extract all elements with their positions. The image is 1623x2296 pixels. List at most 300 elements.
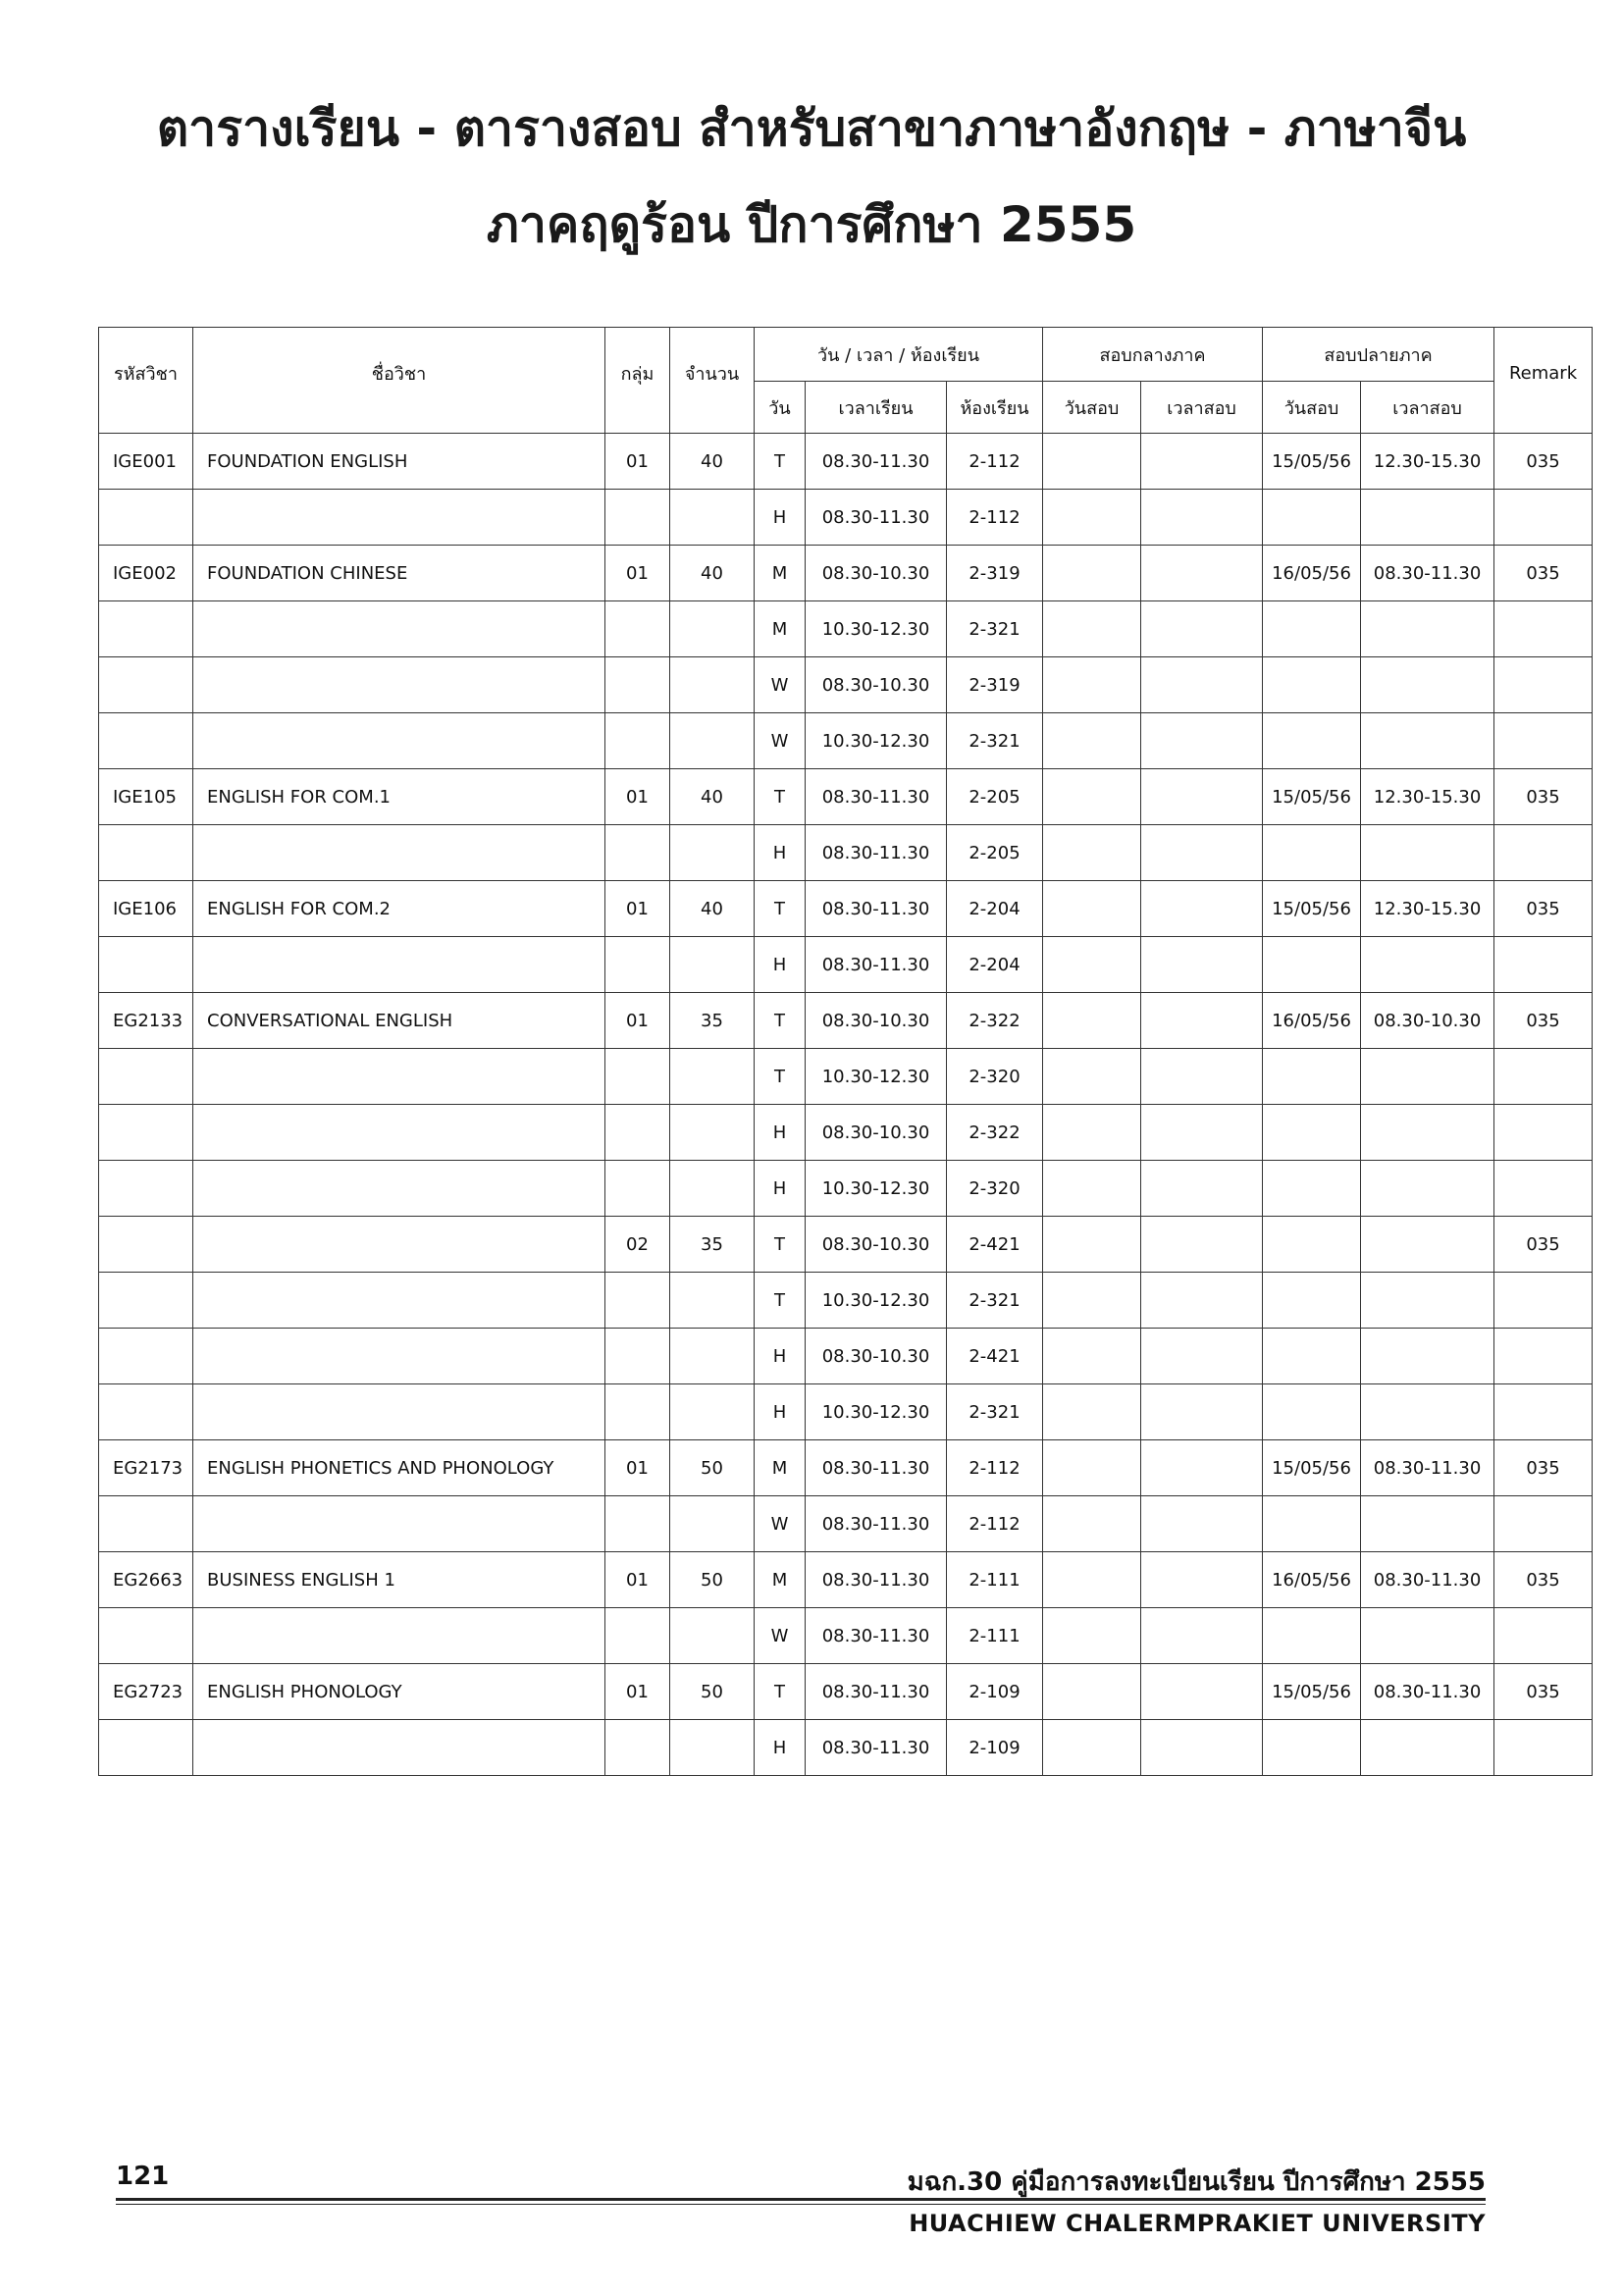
cell-remark: 035: [1494, 993, 1593, 1049]
cell-code: EG2173: [99, 1440, 193, 1496]
cell-mid-date: [1043, 1608, 1141, 1664]
cell-final-time: 12.30-15.30: [1361, 769, 1494, 825]
cell-remark: [1494, 1161, 1593, 1217]
cell-group: [605, 1161, 670, 1217]
header-final-group: สอบปลายภาค: [1263, 328, 1494, 382]
cell-room: 2-204: [947, 937, 1043, 993]
cell-final-time: 12.30-15.30: [1361, 881, 1494, 937]
cell-group: [605, 1720, 670, 1776]
cell-remark: [1494, 825, 1593, 881]
table-row: [99, 601, 1593, 657]
cell-final-date: [1263, 1720, 1361, 1776]
cell-final-date: 15/05/56: [1263, 769, 1361, 825]
cell-day: T: [755, 434, 806, 490]
cell-name: ENGLISH PHONETICS AND PHONOLOGY: [193, 1440, 605, 1496]
cell-code: [99, 1105, 193, 1161]
cell-time: 08.30-11.30: [806, 1552, 947, 1608]
cell-day: T: [755, 1664, 806, 1720]
cell-name: FOUNDATION ENGLISH: [193, 434, 605, 490]
cell-day: T: [755, 1273, 806, 1329]
cell-mid-date: [1043, 713, 1141, 769]
cell-mid-time: [1141, 434, 1263, 490]
cell-remark: 035: [1494, 769, 1593, 825]
cell-mid-time: [1141, 769, 1263, 825]
cell-final-date: [1263, 1273, 1361, 1329]
cell-group: 01: [605, 769, 670, 825]
cell-final-date: [1263, 825, 1361, 881]
cell-mid-date: [1043, 1552, 1141, 1608]
table-row: [99, 1105, 1593, 1161]
table-row: [99, 1329, 1593, 1384]
cell-final-date: 15/05/56: [1263, 1664, 1361, 1720]
cell-count: [670, 1161, 755, 1217]
cell-room: 2-421: [947, 1329, 1043, 1384]
cell-count: [670, 657, 755, 713]
cell-room: 2-109: [947, 1720, 1043, 1776]
header-schedule-group: วัน / เวลา / ห้องเรียน: [755, 328, 1043, 382]
cell-group: [605, 1049, 670, 1105]
cell-mid-date: [1043, 546, 1141, 601]
cell-group: [605, 1329, 670, 1384]
cell-mid-time: [1141, 1384, 1263, 1440]
cell-mid-date: [1043, 881, 1141, 937]
header-final-time: เวลาสอบ: [1361, 382, 1494, 434]
cell-day: M: [755, 1552, 806, 1608]
cell-time: 08.30-11.30: [806, 1664, 947, 1720]
cell-code: [99, 1049, 193, 1105]
header-day: วัน: [755, 382, 806, 434]
cell-name: [193, 825, 605, 881]
footer-rule: [116, 2198, 1486, 2201]
cell-time: 08.30-11.30: [806, 1440, 947, 1496]
page-number: 121: [116, 2162, 170, 2191]
cell-code: IGE002: [99, 546, 193, 601]
cell-remark: 035: [1494, 881, 1593, 937]
cell-group: [605, 825, 670, 881]
cell-room: 2-319: [947, 657, 1043, 713]
cell-room: 2-112: [947, 1440, 1043, 1496]
cell-day: M: [755, 546, 806, 601]
cell-count: 50: [670, 1664, 755, 1720]
cell-mid-date: [1043, 434, 1141, 490]
table-row: [99, 993, 1593, 1049]
cell-name: [193, 937, 605, 993]
cell-room: 2-112: [947, 1496, 1043, 1552]
header-room: ห้องเรียน: [947, 382, 1043, 434]
cell-remark: [1494, 1496, 1593, 1552]
cell-code: [99, 657, 193, 713]
cell-final-date: [1263, 601, 1361, 657]
cell-name: [193, 601, 605, 657]
cell-time: 10.30-12.30: [806, 1049, 947, 1105]
header-group: กลุ่ม: [605, 328, 670, 434]
cell-day: W: [755, 713, 806, 769]
cell-group: [605, 1105, 670, 1161]
cell-code: EG2133: [99, 993, 193, 1049]
header-mid-time: เวลาสอบ: [1141, 382, 1263, 434]
cell-remark: 035: [1494, 1552, 1593, 1608]
table-row: [99, 490, 1593, 546]
cell-count: 35: [670, 1217, 755, 1273]
header-mid-date: วันสอบ: [1043, 382, 1141, 434]
cell-final-time: 08.30-11.30: [1361, 1440, 1494, 1496]
cell-final-time: [1361, 1608, 1494, 1664]
cell-day: M: [755, 601, 806, 657]
cell-final-date: 16/05/56: [1263, 546, 1361, 601]
cell-mid-time: [1141, 1049, 1263, 1105]
cell-code: [99, 937, 193, 993]
cell-time: 08.30-10.30: [806, 546, 947, 601]
cell-mid-date: [1043, 1496, 1141, 1552]
table-row: [99, 546, 1593, 601]
footer-doc-title: มฉก.30 คู่มือการลงทะเบียนเรียน ปีการศึกษา 2555: [907, 2167, 1486, 2197]
cell-name: CONVERSATIONAL ENGLISH: [193, 993, 605, 1049]
cell-day: H: [755, 1161, 806, 1217]
cell-mid-time: [1141, 1720, 1263, 1776]
cell-count: [670, 1105, 755, 1161]
cell-count: [670, 713, 755, 769]
cell-count: [670, 490, 755, 546]
cell-final-time: [1361, 1496, 1494, 1552]
table-row: [99, 1049, 1593, 1105]
cell-code: EG2723: [99, 1664, 193, 1720]
cell-group: [605, 713, 670, 769]
cell-room: 2-321: [947, 1273, 1043, 1329]
cell-time: 08.30-11.30: [806, 1496, 947, 1552]
cell-day: W: [755, 1608, 806, 1664]
cell-room: 2-111: [947, 1608, 1043, 1664]
cell-mid-date: [1043, 1720, 1141, 1776]
cell-final-date: 15/05/56: [1263, 1440, 1361, 1496]
cell-final-date: [1263, 1105, 1361, 1161]
cell-day: W: [755, 657, 806, 713]
cell-name: [193, 657, 605, 713]
cell-final-date: 16/05/56: [1263, 1552, 1361, 1608]
cell-mid-date: [1043, 490, 1141, 546]
cell-code: EG2663: [99, 1552, 193, 1608]
table-row: [99, 657, 1593, 713]
cell-remark: [1494, 601, 1593, 657]
cell-mid-date: [1043, 1217, 1141, 1273]
cell-final-date: 15/05/56: [1263, 434, 1361, 490]
cell-mid-time: [1141, 1329, 1263, 1384]
cell-day: M: [755, 1440, 806, 1496]
cell-name: [193, 1105, 605, 1161]
cell-time: 08.30-11.30: [806, 769, 947, 825]
cell-time: 10.30-12.30: [806, 1384, 947, 1440]
cell-name: [193, 713, 605, 769]
cell-room: 2-322: [947, 1105, 1043, 1161]
table-row: [99, 1496, 1593, 1552]
cell-name: [193, 1384, 605, 1440]
cell-final-time: [1361, 937, 1494, 993]
cell-remark: 035: [1494, 1664, 1593, 1720]
cell-mid-date: [1043, 825, 1141, 881]
cell-final-date: [1263, 937, 1361, 993]
cell-code: IGE105: [99, 769, 193, 825]
cell-mid-date: [1043, 657, 1141, 713]
cell-final-date: [1263, 1384, 1361, 1440]
cell-group: [605, 1384, 670, 1440]
cell-code: [99, 825, 193, 881]
cell-remark: [1494, 1720, 1593, 1776]
cell-day: H: [755, 1384, 806, 1440]
header-count: จำนวน: [670, 328, 755, 434]
cell-remark: [1494, 937, 1593, 993]
cell-day: H: [755, 1329, 806, 1384]
cell-name: [193, 1161, 605, 1217]
cell-final-time: [1361, 1329, 1494, 1384]
cell-time: 08.30-10.30: [806, 1329, 947, 1384]
cell-name: ENGLISH FOR COM.1: [193, 769, 605, 825]
cell-final-time: [1361, 657, 1494, 713]
cell-name: ENGLISH FOR COM.2: [193, 881, 605, 937]
cell-time: 08.30-10.30: [806, 1105, 947, 1161]
cell-count: 40: [670, 881, 755, 937]
cell-name: [193, 1217, 605, 1273]
cell-count: 40: [670, 546, 755, 601]
table-row: [99, 713, 1593, 769]
schedule-table: [98, 327, 1593, 1776]
cell-remark: [1494, 1105, 1593, 1161]
cell-room: 2-112: [947, 490, 1043, 546]
cell-count: [670, 1273, 755, 1329]
table-row: [99, 1440, 1593, 1496]
cell-mid-time: [1141, 1552, 1263, 1608]
cell-group: [605, 937, 670, 993]
cell-name: ENGLISH PHONOLOGY: [193, 1664, 605, 1720]
cell-final-time: [1361, 713, 1494, 769]
cell-name: [193, 1049, 605, 1105]
cell-room: 2-319: [947, 546, 1043, 601]
cell-count: [670, 1496, 755, 1552]
cell-group: 01: [605, 434, 670, 490]
cell-code: [99, 1273, 193, 1329]
cell-final-time: 12.30-15.30: [1361, 434, 1494, 490]
cell-room: 2-421: [947, 1217, 1043, 1273]
cell-mid-date: [1043, 937, 1141, 993]
cell-final-time: [1361, 1273, 1494, 1329]
cell-time: 10.30-12.30: [806, 713, 947, 769]
header-remark: Remark: [1494, 328, 1593, 434]
cell-mid-time: [1141, 1273, 1263, 1329]
table-row: [99, 1217, 1593, 1273]
cell-final-time: [1361, 1384, 1494, 1440]
cell-name: [193, 1329, 605, 1384]
cell-remark: 035: [1494, 434, 1593, 490]
header-time: เวลาเรียน: [806, 382, 947, 434]
cell-name: [193, 1273, 605, 1329]
cell-final-time: [1361, 490, 1494, 546]
cell-remark: 035: [1494, 546, 1593, 601]
cell-remark: 035: [1494, 1217, 1593, 1273]
cell-group: 01: [605, 546, 670, 601]
table-row: [99, 825, 1593, 881]
cell-final-date: [1263, 1496, 1361, 1552]
cell-day: H: [755, 490, 806, 546]
cell-code: [99, 1217, 193, 1273]
cell-mid-date: [1043, 1273, 1141, 1329]
table-row: [99, 769, 1593, 825]
cell-final-time: [1361, 1049, 1494, 1105]
cell-group: [605, 601, 670, 657]
cell-final-time: [1361, 1161, 1494, 1217]
table-row: [99, 1273, 1593, 1329]
cell-room: 2-112: [947, 434, 1043, 490]
cell-mid-time: [1141, 1496, 1263, 1552]
table-row: [99, 1720, 1593, 1776]
cell-mid-date: [1043, 1105, 1141, 1161]
header-midterm-group: สอบกลางภาค: [1043, 328, 1263, 382]
cell-code: [99, 1161, 193, 1217]
cell-room: 2-321: [947, 1384, 1043, 1440]
cell-final-date: [1263, 1049, 1361, 1105]
cell-day: W: [755, 1496, 806, 1552]
cell-room: 2-322: [947, 993, 1043, 1049]
cell-name: [193, 490, 605, 546]
cell-code: [99, 1329, 193, 1384]
cell-final-date: 16/05/56: [1263, 993, 1361, 1049]
cell-mid-time: [1141, 825, 1263, 881]
cell-count: [670, 1049, 755, 1105]
table-row: [99, 937, 1593, 993]
cell-final-time: [1361, 1217, 1494, 1273]
cell-final-date: [1263, 1608, 1361, 1664]
cell-final-time: 08.30-10.30: [1361, 993, 1494, 1049]
cell-time: 08.30-11.30: [806, 490, 947, 546]
cell-final-date: [1263, 657, 1361, 713]
cell-count: [670, 1608, 755, 1664]
cell-room: 2-321: [947, 713, 1043, 769]
cell-room: 2-205: [947, 825, 1043, 881]
cell-mid-date: [1043, 1049, 1141, 1105]
cell-remark: 035: [1494, 1440, 1593, 1496]
cell-day: T: [755, 1217, 806, 1273]
cell-remark: [1494, 713, 1593, 769]
table-row: [99, 1664, 1593, 1720]
cell-mid-time: [1141, 881, 1263, 937]
cell-group: 01: [605, 1552, 670, 1608]
cell-group: [605, 1608, 670, 1664]
table-row: [99, 881, 1593, 937]
cell-count: [670, 601, 755, 657]
cell-count: 40: [670, 769, 755, 825]
cell-code: [99, 713, 193, 769]
cell-day: H: [755, 937, 806, 993]
cell-room: 2-204: [947, 881, 1043, 937]
cell-code: [99, 490, 193, 546]
cell-day: T: [755, 769, 806, 825]
cell-code: IGE106: [99, 881, 193, 937]
cell-mid-time: [1141, 546, 1263, 601]
cell-remark: [1494, 1608, 1593, 1664]
cell-mid-date: [1043, 993, 1141, 1049]
cell-count: 35: [670, 993, 755, 1049]
cell-time: 08.30-11.30: [806, 937, 947, 993]
cell-code: [99, 1608, 193, 1664]
cell-time: 08.30-10.30: [806, 1217, 947, 1273]
cell-mid-time: [1141, 1105, 1263, 1161]
cell-code: IGE001: [99, 434, 193, 490]
header-final-date: วันสอบ: [1263, 382, 1361, 434]
cell-group: 01: [605, 881, 670, 937]
cell-final-date: [1263, 1329, 1361, 1384]
cell-time: 08.30-11.30: [806, 1720, 947, 1776]
cell-mid-time: [1141, 1217, 1263, 1273]
cell-group: [605, 1496, 670, 1552]
cell-room: 2-205: [947, 769, 1043, 825]
cell-count: [670, 937, 755, 993]
footer-rule-thin: [116, 2204, 1486, 2205]
cell-final-date: [1263, 490, 1361, 546]
header-code: รหัสวิชา: [99, 328, 193, 434]
cell-mid-time: [1141, 1608, 1263, 1664]
table-row: [99, 1161, 1593, 1217]
cell-count: [670, 1720, 755, 1776]
cell-time: 08.30-11.30: [806, 881, 947, 937]
table-row: [99, 1552, 1593, 1608]
cell-final-time: 08.30-11.30: [1361, 546, 1494, 601]
cell-group: 02: [605, 1217, 670, 1273]
cell-group: [605, 1273, 670, 1329]
cell-final-date: [1263, 713, 1361, 769]
cell-group: [605, 657, 670, 713]
cell-final-date: [1263, 1217, 1361, 1273]
cell-name: BUSINESS ENGLISH 1: [193, 1552, 605, 1608]
cell-group: 01: [605, 993, 670, 1049]
cell-mid-time: [1141, 713, 1263, 769]
cell-count: [670, 825, 755, 881]
cell-count: 40: [670, 434, 755, 490]
page-title: ตารางเรียน - ตารางสอบ สำหรับสาขาภาษาอังกฤษ - ภาษาจีน: [156, 100, 1467, 157]
cell-day: H: [755, 1720, 806, 1776]
cell-room: 2-109: [947, 1664, 1043, 1720]
cell-remark: [1494, 490, 1593, 546]
table-row: [99, 1608, 1593, 1664]
cell-code: [99, 1496, 193, 1552]
cell-remark: [1494, 1384, 1593, 1440]
cell-mid-date: [1043, 601, 1141, 657]
cell-final-time: [1361, 1105, 1494, 1161]
cell-mid-time: [1141, 490, 1263, 546]
cell-group: 01: [605, 1664, 670, 1720]
cell-mid-time: [1141, 1664, 1263, 1720]
table-row: [99, 1384, 1593, 1440]
cell-remark: [1494, 1273, 1593, 1329]
cell-mid-date: [1043, 1329, 1141, 1384]
cell-mid-time: [1141, 937, 1263, 993]
cell-time: 08.30-10.30: [806, 993, 947, 1049]
cell-code: [99, 1720, 193, 1776]
schedule-rows: [99, 434, 1593, 1776]
cell-time: 10.30-12.30: [806, 601, 947, 657]
cell-time: 08.30-11.30: [806, 1608, 947, 1664]
cell-final-time: [1361, 601, 1494, 657]
cell-mid-date: [1043, 769, 1141, 825]
cell-remark: [1494, 657, 1593, 713]
cell-time: 10.30-12.30: [806, 1161, 947, 1217]
page-subtitle: ภาคฤดูร้อน ปีการศึกษา 2555: [486, 196, 1137, 253]
cell-day: T: [755, 993, 806, 1049]
header-name: ชื่อวิชา: [193, 328, 605, 434]
cell-mid-time: [1141, 993, 1263, 1049]
cell-mid-time: [1141, 1161, 1263, 1217]
cell-room: 2-111: [947, 1552, 1043, 1608]
cell-final-time: [1361, 825, 1494, 881]
cell-count: 50: [670, 1440, 755, 1496]
cell-group: 01: [605, 1440, 670, 1496]
cell-count: [670, 1384, 755, 1440]
